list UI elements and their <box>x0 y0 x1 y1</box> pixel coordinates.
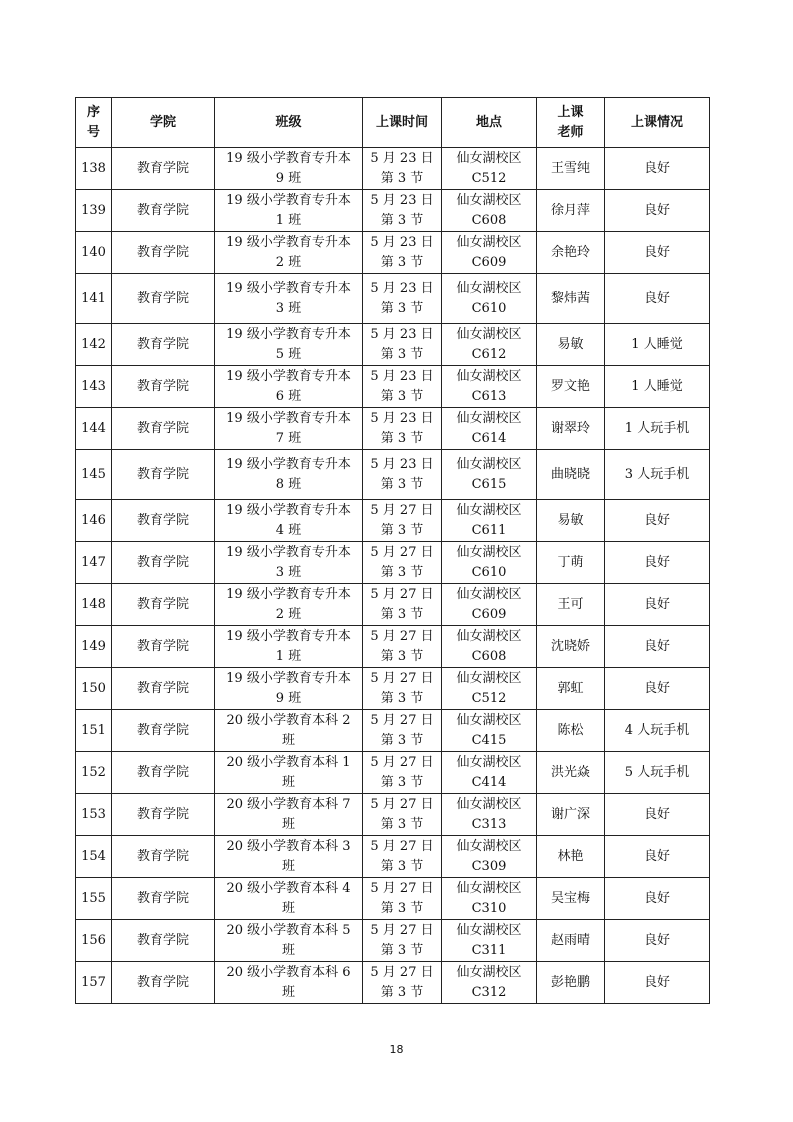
cell-status: 良好 <box>605 920 710 962</box>
cell-index: 151 <box>76 710 112 752</box>
table-row <box>76 366 710 408</box>
cell-class-line: 3 班 <box>275 564 302 580</box>
cell-index: 145 <box>76 450 112 500</box>
table-row <box>76 920 710 962</box>
cell-index: 147 <box>76 542 112 584</box>
cell-time-line: 5 月 27 日 <box>370 964 434 980</box>
cell-teacher: 易敏 <box>537 500 605 542</box>
table-row <box>76 584 710 626</box>
cell-teacher: 洪光焱 <box>537 752 605 794</box>
cell-time-line: 第 3 节 <box>380 522 424 538</box>
cell-time <box>363 408 442 450</box>
cell-location-line: 仙女湖校区 <box>456 586 522 602</box>
cell-teacher: 陈松 <box>537 710 605 752</box>
header-location: 地点 <box>442 98 537 148</box>
cell-index: 149 <box>76 626 112 668</box>
cell-time-line: 5 月 27 日 <box>370 544 434 560</box>
cell-location-line: C309 <box>471 858 507 874</box>
cell-status: 良好 <box>605 274 710 324</box>
table-row <box>76 668 710 710</box>
cell-class <box>215 962 363 1004</box>
cell-time-line: 5 月 23 日 <box>370 280 434 296</box>
cell-teacher: 彭艳鹏 <box>537 962 605 1004</box>
cell-location <box>442 232 537 274</box>
cell-time-line: 第 3 节 <box>380 564 424 580</box>
cell-class <box>215 542 363 584</box>
cell-location <box>442 878 537 920</box>
cell-location <box>442 190 537 232</box>
header-time: 上课时间 <box>363 98 442 148</box>
cell-class-line: 19 级小学教育专升本 <box>226 502 351 518</box>
cell-location-line: 仙女湖校区 <box>456 922 522 938</box>
cell-status: 良好 <box>605 148 710 190</box>
cell-class-line: 班 <box>281 732 295 748</box>
cell-teacher: 郭虹 <box>537 668 605 710</box>
cell-location-line: 仙女湖校区 <box>456 880 522 896</box>
cell-location <box>442 920 537 962</box>
cell-time-line: 第 3 节 <box>380 984 424 1000</box>
cell-class-line: 19 级小学教育专升本 <box>226 326 351 342</box>
cell-index: 140 <box>76 232 112 274</box>
cell-time <box>363 752 442 794</box>
cell-class <box>215 878 363 920</box>
table-row <box>76 836 710 878</box>
cell-teacher: 谢广深 <box>537 794 605 836</box>
cell-teacher: 沈晓娇 <box>537 626 605 668</box>
cell-teacher: 王雪纯 <box>537 148 605 190</box>
cell-location-line: 仙女湖校区 <box>456 280 522 296</box>
cell-class <box>215 500 363 542</box>
cell-class-line: 6 班 <box>275 388 302 404</box>
cell-teacher: 谢翠玲 <box>537 408 605 450</box>
cell-teacher: 曲晓晓 <box>537 450 605 500</box>
cell-location-line: 仙女湖校区 <box>456 150 522 166</box>
table-row <box>76 710 710 752</box>
table-row <box>76 450 710 500</box>
cell-index: 138 <box>76 148 112 190</box>
cell-time-line: 5 月 23 日 <box>370 192 434 208</box>
cell-teacher: 余艳玲 <box>537 232 605 274</box>
cell-status: 良好 <box>605 836 710 878</box>
cell-college: 教育学院 <box>112 408 215 450</box>
cell-time-line: 第 3 节 <box>380 816 424 832</box>
cell-status: 良好 <box>605 190 710 232</box>
cell-location-line: C608 <box>471 648 507 664</box>
cell-time-line: 5 月 27 日 <box>370 880 434 896</box>
cell-index: 153 <box>76 794 112 836</box>
cell-class <box>215 274 363 324</box>
cell-class-line: 19 级小学教育专升本 <box>226 192 351 208</box>
cell-class <box>215 366 363 408</box>
header-teacher: 上课 老师 <box>537 98 605 148</box>
cell-time-line: 5 月 23 日 <box>370 326 434 342</box>
cell-time-line: 5 月 27 日 <box>370 628 434 644</box>
cell-class-line: 19 级小学教育专升本 <box>226 280 351 296</box>
cell-time <box>363 366 442 408</box>
cell-college: 教育学院 <box>112 920 215 962</box>
cell-location-line: 仙女湖校区 <box>456 234 522 250</box>
cell-status: 良好 <box>605 232 710 274</box>
cell-location <box>442 752 537 794</box>
cell-class-line: 20 级小学教育本科 4 <box>226 880 351 896</box>
cell-time-line: 第 3 节 <box>380 254 424 270</box>
cell-college: 教育学院 <box>112 752 215 794</box>
cell-status: 良好 <box>605 500 710 542</box>
cell-location-line: 仙女湖校区 <box>456 964 522 980</box>
cell-class-line: 班 <box>281 900 295 916</box>
cell-class <box>215 232 363 274</box>
table-row <box>76 962 710 1004</box>
cell-class-line: 19 级小学教育专升本 <box>226 628 351 644</box>
cell-status: 1 人睡觉 <box>605 366 710 408</box>
cell-location-line: C313 <box>471 816 507 832</box>
cell-time <box>363 626 442 668</box>
cell-class-line: 19 级小学教育专升本 <box>226 456 351 472</box>
cell-class <box>215 836 363 878</box>
cell-time-line: 第 3 节 <box>380 690 424 706</box>
cell-class-line: 1 班 <box>275 212 302 228</box>
table-row <box>76 500 710 542</box>
cell-class-line: 3 班 <box>275 300 302 316</box>
cell-location <box>442 794 537 836</box>
cell-time <box>363 324 442 366</box>
cell-college: 教育学院 <box>112 500 215 542</box>
cell-index: 154 <box>76 836 112 878</box>
table-row <box>76 408 710 450</box>
cell-status: 良好 <box>605 584 710 626</box>
cell-college: 教育学院 <box>112 710 215 752</box>
cell-class-line: 20 级小学教育本科 2 <box>226 712 351 728</box>
cell-time-line: 5 月 27 日 <box>370 838 434 854</box>
cell-time-line: 5 月 23 日 <box>370 234 434 250</box>
cell-status: 5 人玩手机 <box>605 752 710 794</box>
cell-location-line: 仙女湖校区 <box>456 456 522 472</box>
cell-status: 良好 <box>605 878 710 920</box>
cell-location <box>442 584 537 626</box>
cell-college: 教育学院 <box>112 190 215 232</box>
cell-class-line: 2 班 <box>275 606 302 622</box>
cell-college: 教育学院 <box>112 232 215 274</box>
cell-status: 4 人玩手机 <box>605 710 710 752</box>
table-row <box>76 878 710 920</box>
cell-college: 教育学院 <box>112 794 215 836</box>
cell-class-line: 20 级小学教育本科 6 <box>226 964 351 980</box>
cell-class-line: 20 级小学教育本科 5 <box>226 922 351 938</box>
cell-time-line: 第 3 节 <box>380 942 424 958</box>
cell-class-line: 4 班 <box>275 522 302 538</box>
header-status: 上课情况 <box>605 98 710 148</box>
cell-class <box>215 920 363 962</box>
cell-class-line: 班 <box>281 774 295 790</box>
table-row <box>76 626 710 668</box>
cell-class <box>215 148 363 190</box>
cell-time-line: 5 月 23 日 <box>370 368 434 384</box>
cell-location-line: C614 <box>471 430 507 446</box>
cell-teacher: 林艳 <box>537 836 605 878</box>
table-header-row <box>76 98 710 148</box>
cell-time-line: 5 月 27 日 <box>370 502 434 518</box>
cell-location <box>442 324 537 366</box>
cell-location <box>442 408 537 450</box>
cell-time <box>363 710 442 752</box>
cell-class-line: 19 级小学教育专升本 <box>226 150 351 166</box>
cell-location <box>442 148 537 190</box>
cell-time-line: 第 3 节 <box>380 476 424 492</box>
table-row <box>76 232 710 274</box>
cell-index: 152 <box>76 752 112 794</box>
cell-time-line: 5 月 27 日 <box>370 754 434 770</box>
cell-location-line: 仙女湖校区 <box>456 628 522 644</box>
cell-college: 教育学院 <box>112 542 215 584</box>
cell-location-line: 仙女湖校区 <box>456 544 522 560</box>
cell-teacher: 徐月萍 <box>537 190 605 232</box>
cell-status: 良好 <box>605 668 710 710</box>
cell-time-line: 5 月 23 日 <box>370 150 434 166</box>
cell-class <box>215 668 363 710</box>
cell-location-line: 仙女湖校区 <box>456 192 522 208</box>
cell-class-line: 19 级小学教育专升本 <box>226 410 351 426</box>
cell-class <box>215 794 363 836</box>
cell-location-line: C609 <box>471 254 507 270</box>
cell-location-line: C611 <box>471 522 507 538</box>
cell-time-line: 第 3 节 <box>380 900 424 916</box>
cell-location-line: C512 <box>471 690 507 706</box>
cell-time-line: 第 3 节 <box>380 388 424 404</box>
cell-class <box>215 710 363 752</box>
cell-class-line: 2 班 <box>275 254 302 270</box>
cell-college: 教育学院 <box>112 836 215 878</box>
cell-time-line: 第 3 节 <box>380 170 424 186</box>
cell-time <box>363 920 442 962</box>
cell-time-line: 5 月 27 日 <box>370 922 434 938</box>
cell-class-line: 19 级小学教育专升本 <box>226 544 351 560</box>
cell-class-line: 19 级小学教育专升本 <box>226 234 351 250</box>
table-row <box>76 752 710 794</box>
cell-class <box>215 324 363 366</box>
cell-time-line: 第 3 节 <box>380 858 424 874</box>
cell-time-line: 5 月 27 日 <box>370 586 434 602</box>
cell-location-line: 仙女湖校区 <box>456 796 522 812</box>
cell-location-line: C311 <box>471 942 507 958</box>
cell-location-line: C612 <box>471 346 507 362</box>
cell-location-line: 仙女湖校区 <box>456 712 522 728</box>
cell-location <box>442 500 537 542</box>
cell-location-line: C310 <box>471 900 507 916</box>
cell-index: 146 <box>76 500 112 542</box>
cell-class-line: 19 级小学教育专升本 <box>226 670 351 686</box>
cell-teacher: 王可 <box>537 584 605 626</box>
cell-class <box>215 626 363 668</box>
cell-teacher: 吴宝梅 <box>537 878 605 920</box>
cell-time <box>363 274 442 324</box>
cell-location <box>442 366 537 408</box>
cell-time <box>363 500 442 542</box>
header-college: 学院 <box>112 98 215 148</box>
cell-college: 教育学院 <box>112 148 215 190</box>
cell-teacher: 赵雨晴 <box>537 920 605 962</box>
cell-class-line: 9 班 <box>275 690 302 706</box>
cell-index: 150 <box>76 668 112 710</box>
cell-class-line: 8 班 <box>275 476 302 492</box>
cell-status: 1 人玩手机 <box>605 408 710 450</box>
cell-time-line: 5 月 27 日 <box>370 670 434 686</box>
cell-location <box>442 542 537 584</box>
cell-time-line: 5 月 23 日 <box>370 410 434 426</box>
cell-status: 良好 <box>605 626 710 668</box>
cell-college: 教育学院 <box>112 274 215 324</box>
cell-location-line: C610 <box>471 300 507 316</box>
cell-college: 教育学院 <box>112 878 215 920</box>
cell-time <box>363 232 442 274</box>
cell-time-line: 5 月 27 日 <box>370 712 434 728</box>
cell-time-line: 第 3 节 <box>380 606 424 622</box>
cell-index: 144 <box>76 408 112 450</box>
cell-time-line: 第 3 节 <box>380 774 424 790</box>
cell-status: 良好 <box>605 962 710 1004</box>
cell-time <box>363 450 442 500</box>
cell-college: 教育学院 <box>112 962 215 1004</box>
cell-location <box>442 668 537 710</box>
cell-class-line: 19 级小学教育专升本 <box>226 586 351 602</box>
cell-location <box>442 962 537 1004</box>
cell-class-line: 19 级小学教育专升本 <box>226 368 351 384</box>
table-row <box>76 148 710 190</box>
cell-time-line: 第 3 节 <box>380 648 424 664</box>
cell-location-line: C608 <box>471 212 507 228</box>
cell-location-line: C610 <box>471 564 507 580</box>
cell-class-line: 5 班 <box>275 346 302 362</box>
cell-time <box>363 584 442 626</box>
cell-location <box>442 626 537 668</box>
cell-index: 156 <box>76 920 112 962</box>
cell-time <box>363 190 442 232</box>
cell-location-line: C512 <box>471 170 507 186</box>
cell-time <box>363 962 442 1004</box>
cell-class-line: 班 <box>281 858 295 874</box>
cell-college: 教育学院 <box>112 324 215 366</box>
cell-college: 教育学院 <box>112 668 215 710</box>
cell-college: 教育学院 <box>112 626 215 668</box>
cell-location <box>442 274 537 324</box>
cell-index: 148 <box>76 584 112 626</box>
cell-class-line: 20 级小学教育本科 1 <box>226 754 351 770</box>
cell-status: 良好 <box>605 794 710 836</box>
cell-time <box>363 878 442 920</box>
cell-class-line: 班 <box>281 942 295 958</box>
cell-time <box>363 668 442 710</box>
cell-class <box>215 450 363 500</box>
cell-teacher: 丁萌 <box>537 542 605 584</box>
cell-time-line: 5 月 27 日 <box>370 796 434 812</box>
header-index: 序 号 <box>76 98 112 148</box>
cell-location-line: 仙女湖校区 <box>456 326 522 342</box>
class-inspection-table <box>75 97 710 1004</box>
cell-time-line: 5 月 23 日 <box>370 456 434 472</box>
cell-location-line: C613 <box>471 388 507 404</box>
cell-class <box>215 190 363 232</box>
cell-time-line: 第 3 节 <box>380 346 424 362</box>
cell-index: 157 <box>76 962 112 1004</box>
cell-class-line: 1 班 <box>275 648 302 664</box>
cell-index: 139 <box>76 190 112 232</box>
cell-location <box>442 710 537 752</box>
cell-location-line: 仙女湖校区 <box>456 670 522 686</box>
cell-teacher: 易敏 <box>537 324 605 366</box>
cell-time-line: 第 3 节 <box>380 430 424 446</box>
cell-location <box>442 450 537 500</box>
cell-location-line: 仙女湖校区 <box>456 502 522 518</box>
cell-time-line: 第 3 节 <box>380 300 424 316</box>
cell-time-line: 第 3 节 <box>380 212 424 228</box>
cell-college: 教育学院 <box>112 366 215 408</box>
cell-location <box>442 836 537 878</box>
table-row <box>76 794 710 836</box>
table-row <box>76 324 710 366</box>
cell-time <box>363 794 442 836</box>
cell-class <box>215 408 363 450</box>
cell-teacher: 黎炜茜 <box>537 274 605 324</box>
cell-location-line: C415 <box>471 732 507 748</box>
cell-location-line: 仙女湖校区 <box>456 410 522 426</box>
cell-class-line: 7 班 <box>275 430 302 446</box>
cell-index: 155 <box>76 878 112 920</box>
cell-index: 142 <box>76 324 112 366</box>
cell-class-line: 9 班 <box>275 170 302 186</box>
table-row <box>76 274 710 324</box>
cell-class-line: 20 级小学教育本科 7 <box>226 796 351 812</box>
cell-location-line: C312 <box>471 984 507 1000</box>
cell-teacher: 罗文艳 <box>537 366 605 408</box>
cell-class <box>215 752 363 794</box>
page-number: 18 <box>389 1043 404 1056</box>
table-row <box>76 190 710 232</box>
cell-class <box>215 584 363 626</box>
cell-location-line: 仙女湖校区 <box>456 838 522 854</box>
cell-index: 143 <box>76 366 112 408</box>
cell-status: 3 人玩手机 <box>605 450 710 500</box>
cell-location-line: C414 <box>471 774 507 790</box>
table-row <box>76 542 710 584</box>
cell-time-line: 第 3 节 <box>380 732 424 748</box>
cell-college: 教育学院 <box>112 450 215 500</box>
cell-time <box>363 836 442 878</box>
cell-status: 良好 <box>605 542 710 584</box>
cell-status: 1 人睡觉 <box>605 324 710 366</box>
cell-location-line: 仙女湖校区 <box>456 754 522 770</box>
cell-class-line: 20 级小学教育本科 3 <box>226 838 351 854</box>
cell-college: 教育学院 <box>112 584 215 626</box>
cell-time <box>363 148 442 190</box>
cell-time <box>363 542 442 584</box>
cell-location-line: C609 <box>471 606 507 622</box>
cell-class-line: 班 <box>281 984 295 1000</box>
cell-index: 141 <box>76 274 112 324</box>
header-class: 班级 <box>215 98 363 148</box>
cell-class-line: 班 <box>281 816 295 832</box>
cell-location-line: 仙女湖校区 <box>456 368 522 384</box>
cell-location-line: C615 <box>471 476 507 492</box>
